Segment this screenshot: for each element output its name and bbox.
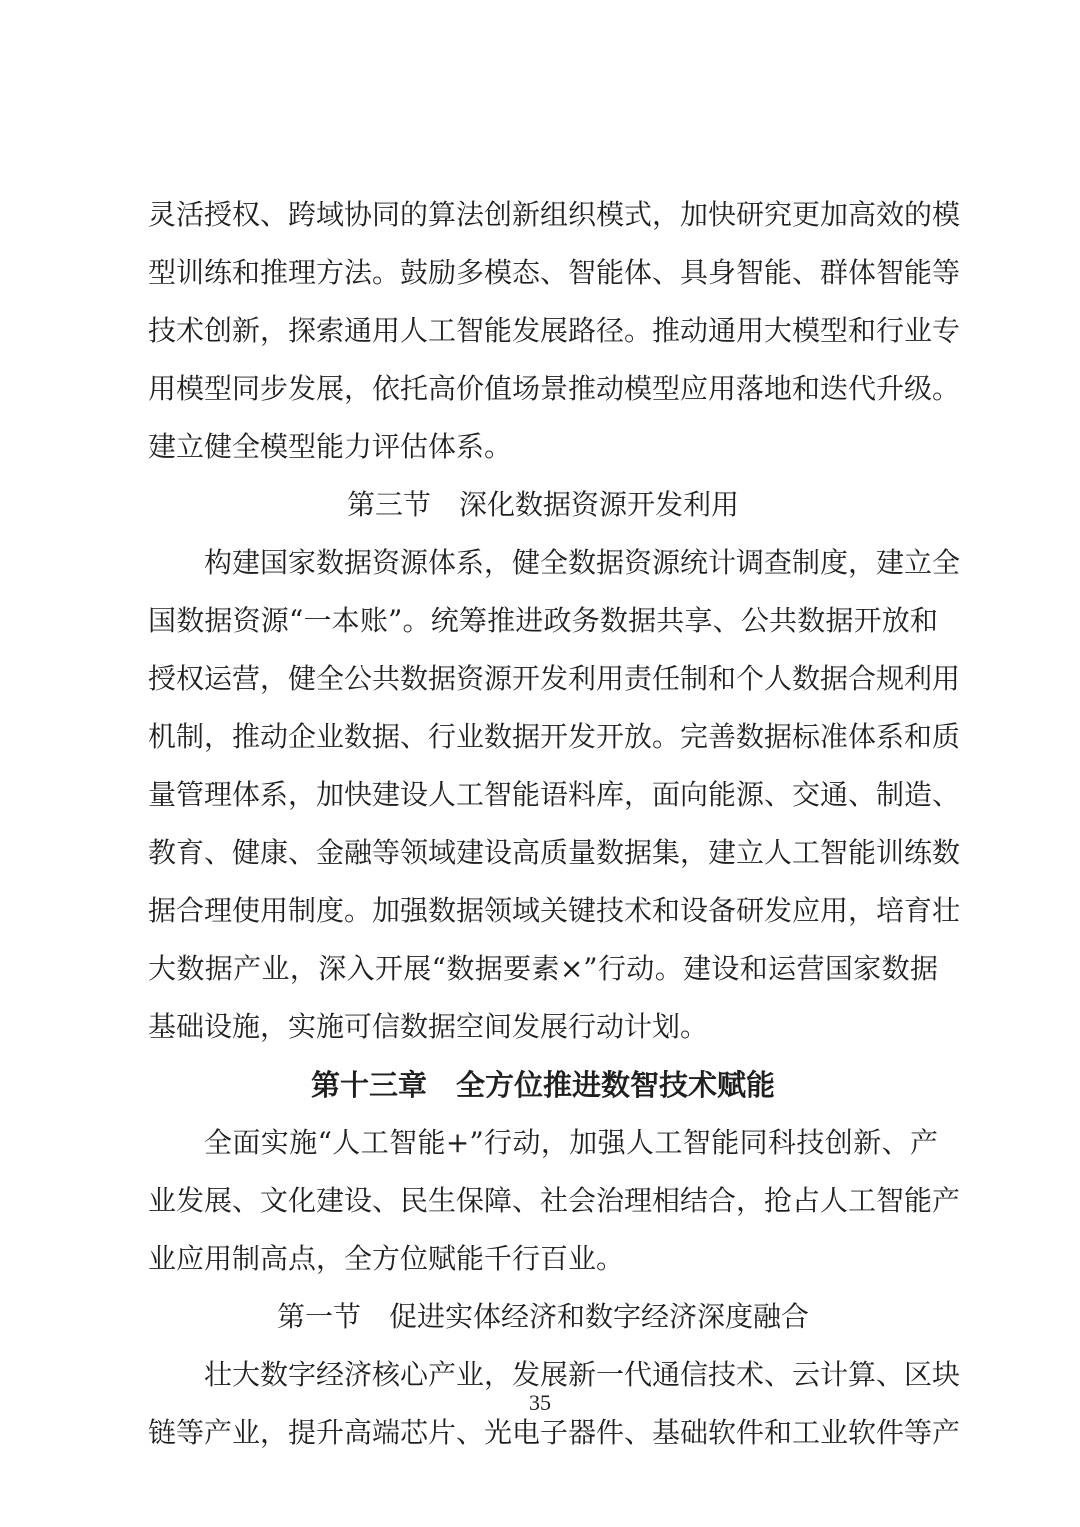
text-line: 链等产业，提升高端芯片、光电子器件、基础软件和工业软件等产	[148, 1416, 961, 1449]
text-line: 据合理使用制度。加强数据领域关键技术和设备研发应用，培育壮	[148, 894, 961, 927]
paragraph-model-innovation	[148, 186, 961, 476]
text-line: 业发展、文化建设、民生保障、社会治理相结合，抢占人工智能产	[148, 1184, 961, 1217]
text-line: 大数据产业，深入开展“数据要素×”行动。建设和运营国家数据	[148, 952, 938, 985]
section-heading-data-resources: 第三节 深化数据资源开发利用	[346, 488, 739, 521]
page-content	[148, 186, 961, 1462]
text-line: 机制，推动企业数据、行业数据开发开放。完善数据标准体系和质	[148, 720, 961, 753]
text-line: 国数据资源“一本账”。统筹推进政务数据共享、公共数据开放和	[148, 604, 938, 637]
text-line: 授权运营，健全公共数据资源开发利用责任制和个人数据合规利用	[148, 662, 961, 695]
text-line: 基础设施，实施可信数据空间发展行动计划。	[148, 1010, 709, 1043]
text-line: 构建国家数据资源体系，健全数据资源统计调查制度，建立全	[204, 546, 961, 579]
text-line: 灵活授权、跨域协同的算法创新组织模式，加快研究更加高效的模	[148, 198, 961, 231]
section-heading-digital-economy: 第一节 促进实体经济和数字经济深度融合	[276, 1300, 809, 1333]
text-line: 全面实施“人工智能+”行动，加强人工智能同科技创新、产	[204, 1126, 938, 1159]
text-line: 业应用制高点，全方位赋能千行百业。	[148, 1242, 625, 1275]
text-line: 量管理体系，加快建设人工智能语料库，面向能源、交通、制造、	[148, 778, 961, 811]
paragraph-data-resources	[148, 534, 961, 1056]
text-line: 壮大数字经济核心产业，发展新一代通信技术、云计算、区块	[204, 1358, 961, 1391]
text-line: 技术创新，探索通用人工智能发展路径。推动通用大模型和行业专	[148, 314, 961, 347]
text-line: 教育、健康、金融等领域建设高质量数据集，建立人工智能训练数	[148, 836, 961, 869]
text-line: 型训练和推理方法。鼓励多模态、智能体、具身智能、群体智能等	[148, 256, 961, 289]
chapter-heading: 第十三章 全方位推进数智技术赋能	[310, 1068, 775, 1102]
paragraph-ai-plus	[148, 1114, 961, 1288]
text-line: 用模型同步发展，依托高价值场景推动模型应用落地和迭代升级。	[148, 372, 961, 405]
page-number: 35	[529, 1390, 551, 1415]
text-line: 建立健全模型能力评估体系。	[148, 430, 513, 463]
